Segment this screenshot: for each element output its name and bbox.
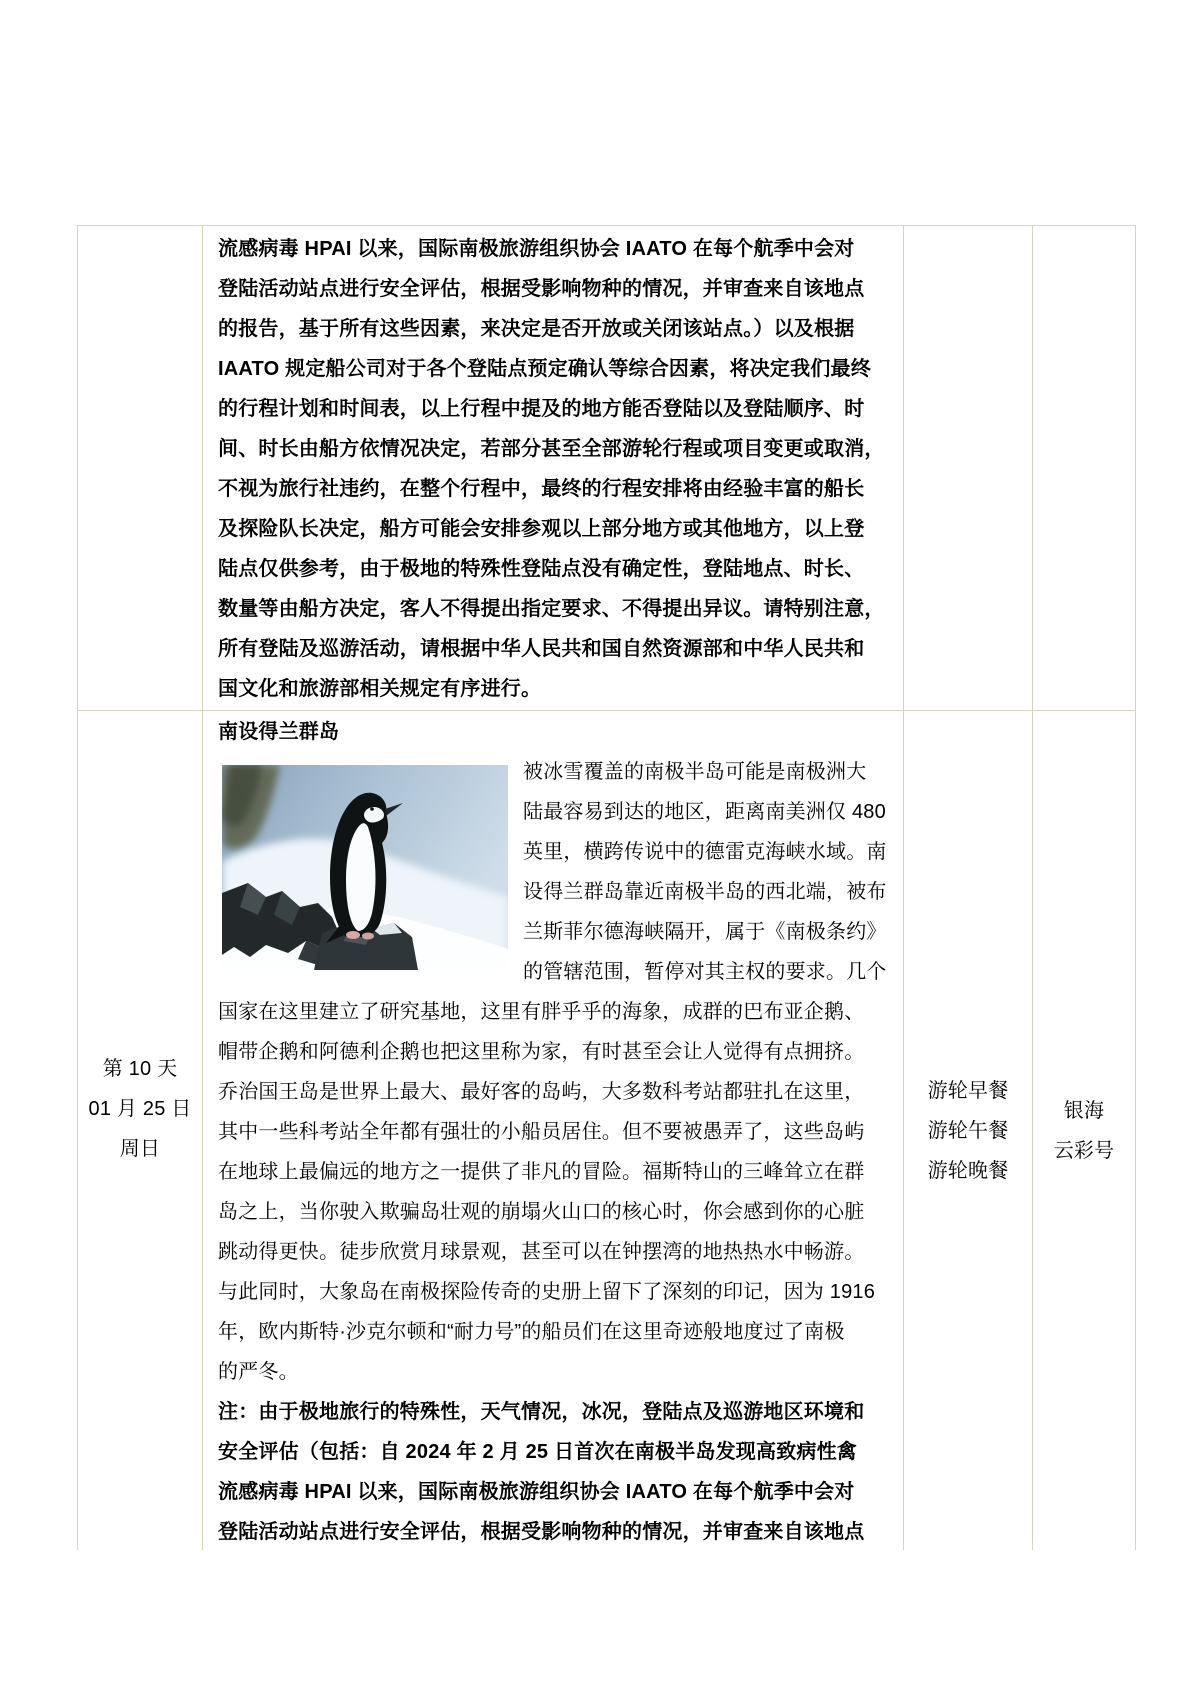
description-line: 与此同时，大象岛在南极探险传奇的史册上留下了深刻的印记，因为 1916 bbox=[218, 1281, 876, 1303]
description-line: 英里，横跨传说中的德雷克海峡水域。南 bbox=[523, 841, 887, 863]
ship-cell bbox=[1033, 711, 1135, 1550]
description-line: 被冰雪覆盖的南极半岛可能是南极洲大 bbox=[523, 761, 867, 783]
description-line: 兰斯菲尔德海峡隔开，属于《南极条约》 bbox=[523, 921, 887, 943]
meal-lunch: 游轮午餐 bbox=[927, 1120, 1009, 1142]
day-number: 第 10 天 bbox=[102, 1058, 178, 1080]
meal-breakfast: 游轮早餐 bbox=[927, 1080, 1009, 1102]
note-line: 安全评估（包括：自 2024 年 2 月 25 日首次在南极半岛发现高致病性禽 bbox=[218, 1441, 858, 1463]
meals-cell bbox=[904, 711, 1033, 1550]
ship-name: 云彩号 bbox=[1053, 1140, 1115, 1162]
disclaimer-line: 的报告，基于所有这些因素，来决定是否开放或关闭该站点。）以及根据 bbox=[218, 318, 855, 340]
row1-disclaimer-cell bbox=[203, 226, 904, 711]
description-line: 岛之上，当你驶入欺骗岛壮观的崩塌火山口的核心时，你会感到你的心脏 bbox=[218, 1201, 865, 1223]
description-line: 的管辖范围，暂停对其主权的要求。几个 bbox=[523, 961, 887, 983]
itinerary-table bbox=[77, 225, 1136, 1550]
description-line: 的严冬。 bbox=[218, 1361, 299, 1383]
disclaimer-line: 间、时长由船方依情况决定，若部分甚至全部游轮行程或项目变更或取消， bbox=[218, 438, 885, 460]
description-line: 陆最容易到达的地区，距离南美洲仅 480 bbox=[523, 801, 886, 823]
date-value: 01 月 25 日 bbox=[88, 1098, 192, 1120]
destination-title: 南设得兰群岛 bbox=[218, 721, 340, 743]
description-line: 跳动得更快。徒步欣赏月球景观，甚至可以在钟摆湾的地热热水中畅游。 bbox=[218, 1241, 865, 1263]
row1-meals-cell-empty bbox=[904, 226, 1033, 711]
day-date-cell bbox=[78, 711, 203, 1550]
disclaimer-line: 的行程计划和时间表，以上行程中提及的地方能否登陆以及登陆顺序、时 bbox=[218, 398, 865, 420]
destination-description-cell bbox=[203, 711, 904, 1550]
row1-ship-cell-empty bbox=[1033, 226, 1135, 711]
note-line: 流感病毒 HPAI 以来，国际南极旅游组织协会 IAATO 在每个航季中会对 bbox=[218, 1481, 855, 1503]
description-line: 在地球上最偏远的地方之一提供了非凡的冒险。福斯特山的三峰耸立在群 bbox=[218, 1161, 865, 1183]
description-line: 乔治国王岛是世界上最大、最好客的岛屿，大多数科考站都驻扎在这里， bbox=[218, 1081, 865, 1103]
disclaimer-line: 及探险队长决定，船方可能会安排参观以上部分地方或其他地方，以上登 bbox=[218, 518, 865, 540]
description-line: 年，欧内斯特·沙克尔顿和“耐力号”的船员们在这里奇迹般地度过了南极 bbox=[218, 1321, 845, 1343]
disclaimer-line: 陆点仅供参考，由于极地的特殊性登陆点没有确定性，登陆地点、时长、 bbox=[218, 558, 865, 580]
chinstrap-penguin-photo bbox=[222, 765, 508, 970]
disclaimer-line: 所有登陆及巡游活动，请根据中华人民共和国自然资源部和中华人民共和 bbox=[218, 638, 865, 660]
note-line: 登陆活动站点进行安全评估，根据受影响物种的情况，并审查来自该地点 bbox=[218, 1521, 865, 1543]
note-line: 注：由于极地旅行的特殊性，天气情况，冰况，登陆点及巡游地区环境和 bbox=[218, 1401, 865, 1423]
description-line: 国家在这里建立了研究基地，这里有胖乎乎的海象，成群的巴布亚企鹅、 bbox=[218, 1001, 865, 1023]
weekday: 周日 bbox=[119, 1138, 161, 1160]
description-line: 其中一些科考站全年都有强壮的小船员居住。但不要被愚弄了，这些岛屿 bbox=[218, 1121, 865, 1143]
disclaimer-line: IAATO 规定船公司对于各个登陆点预定确认等综合因素，将决定我们最终 bbox=[218, 358, 871, 380]
disclaimer-line: 数量等由船方决定，客人不得提出指定要求、不得提出异议。请特别注意， bbox=[218, 598, 885, 620]
disclaimer-line: 不视为旅行社违约，在整个行程中，最终的行程安排将由经验丰富的船长 bbox=[218, 478, 865, 500]
description-line: 设得兰群岛靠近南极半岛的西北端，被布 bbox=[523, 881, 887, 903]
penguin-photo bbox=[222, 765, 508, 970]
description-line: 帽带企鹅和阿德利企鹅也把这里称为家，有时甚至会让人觉得有点拥挤。 bbox=[218, 1041, 865, 1063]
disclaimer-line: 流感病毒 HPAI 以来，国际南极旅游组织协会 IAATO 在每个航季中会对 bbox=[218, 238, 855, 260]
disclaimer-line: 国文化和旅游部相关规定有序进行。 bbox=[218, 678, 542, 700]
ship-brand: 银海 bbox=[1063, 1100, 1105, 1122]
row1-date-cell-empty bbox=[78, 226, 203, 711]
meal-dinner: 游轮晚餐 bbox=[927, 1160, 1009, 1182]
disclaimer-line: 登陆活动站点进行安全评估，根据受影响物种的情况，并审查来自该地点 bbox=[218, 278, 865, 300]
